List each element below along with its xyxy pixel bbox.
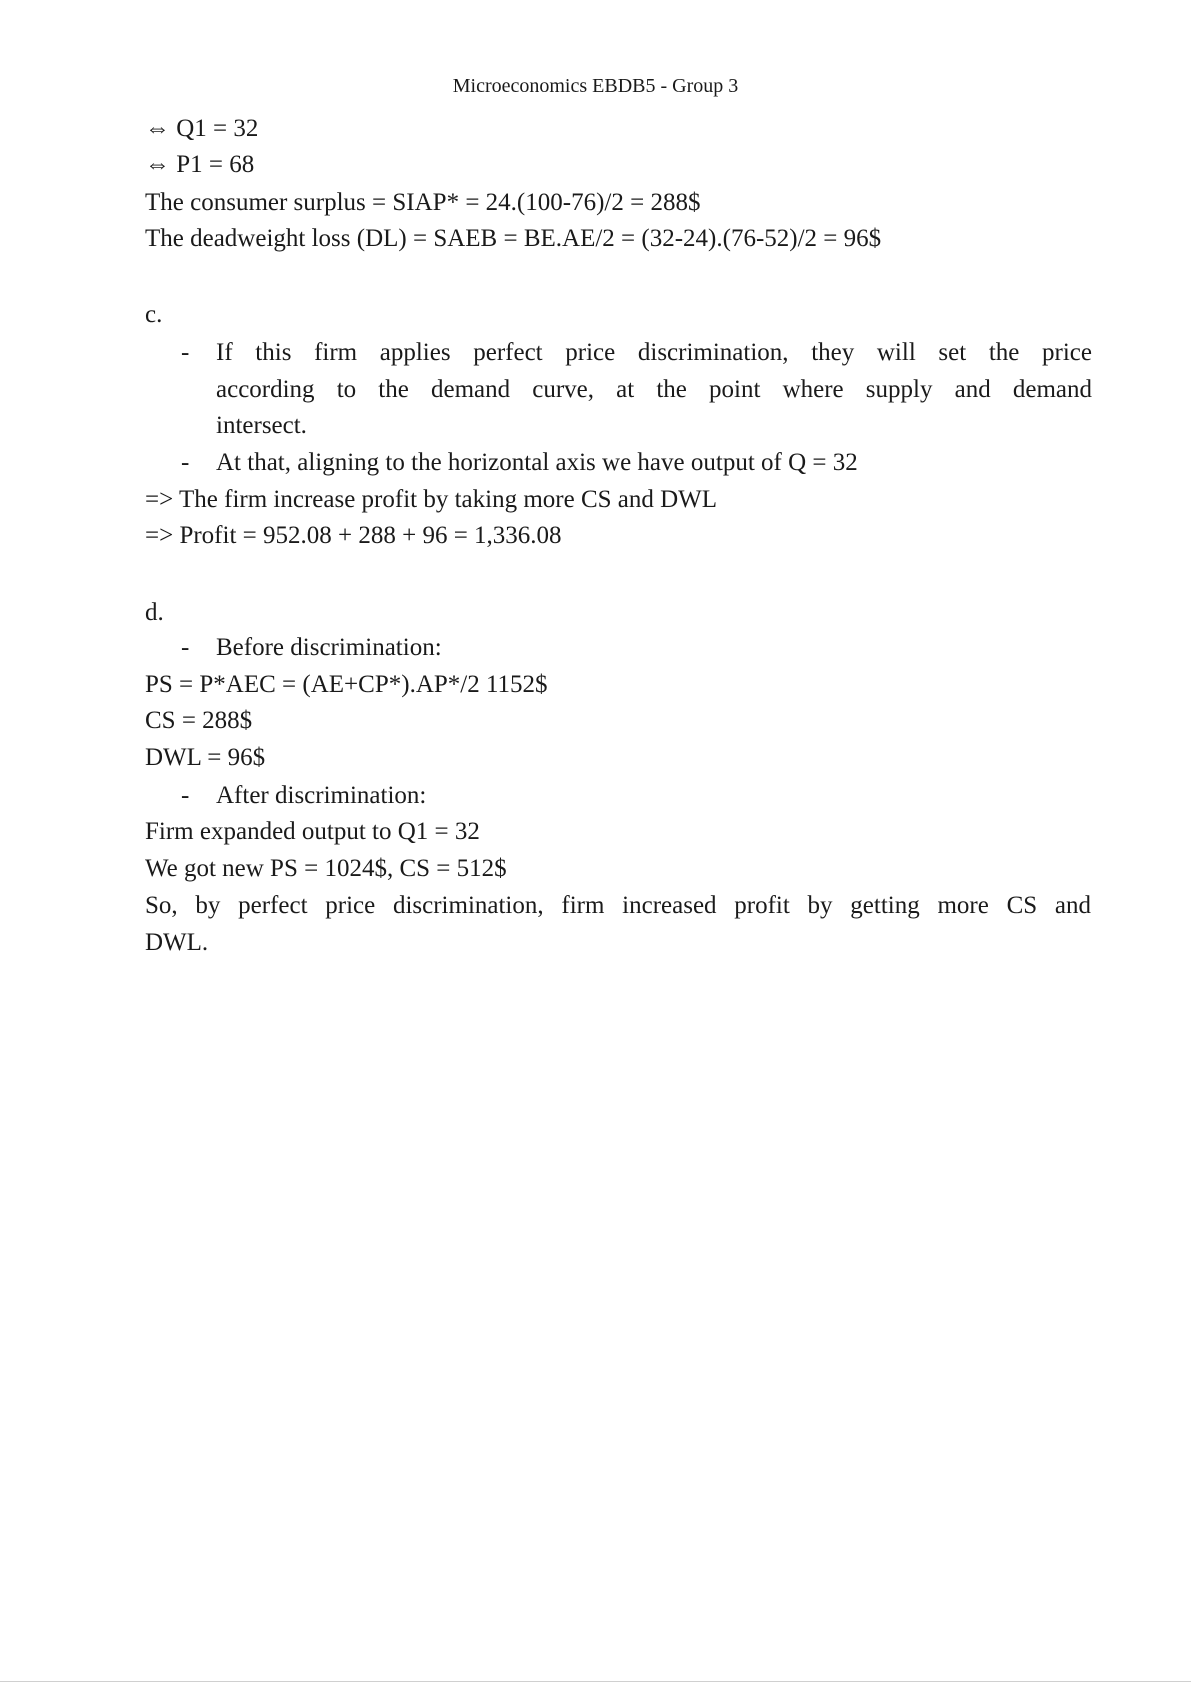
section-c-bullet1-line3: intersect. xyxy=(216,412,307,439)
deadweight-loss-line: The deadweight loss (DL) = SAEB = BE.AE/2 = (32-24).(76-52)/2 = 96$ xyxy=(145,225,882,252)
section-c-conclusion2: => Profit = 952.08 + 288 + 96 = 1,336.08 xyxy=(145,522,562,549)
producer-surplus-line: PS = P*AEC = (AE+CP*).AP*/2 1152$ xyxy=(145,671,548,698)
p1-equation: ⇔ P1 = 68 xyxy=(145,151,255,178)
section-c-label: c. xyxy=(145,301,163,328)
section-c-bullet1-line2: according to the demand curve, at the point where supply and demand xyxy=(216,376,1092,403)
bullet-dash: - xyxy=(181,634,190,661)
before-discrimination-label: Before discrimination: xyxy=(216,634,442,661)
section-c-conclusion1: => The firm increase profit by taking more CS and DWL xyxy=(145,486,718,513)
consumer-surplus-value: CS = 288$ xyxy=(145,707,253,734)
deadweight-loss-value: DWL = 96$ xyxy=(145,744,266,771)
summary-line1: So, by perfect price discrimination, firm increased profit by getting more CS and xyxy=(145,892,1091,919)
section-c-bullet2: At that, aligning to the horizontal axis we have output of Q = 32 xyxy=(216,449,858,476)
bullet-dash: - xyxy=(181,339,190,366)
bullet-dash: - xyxy=(181,449,190,476)
after-discrimination-label: After discrimination: xyxy=(216,782,427,809)
expanded-output-line: Firm expanded output to Q1 = 32 xyxy=(145,818,480,845)
consumer-surplus-line: The consumer surplus = SIAP* = 24.(100-76)/2 = 288$ xyxy=(145,189,701,216)
section-c-bullet1-line1: If this firm applies perfect price discrimination, they will set the price xyxy=(216,339,1092,366)
q1-equation: ⇔ Q1 = 32 xyxy=(145,115,259,142)
bullet-dash: - xyxy=(181,782,190,809)
new-surplus-line: We got new PS = 1024$, CS = 512$ xyxy=(145,855,507,882)
section-d-label: d. xyxy=(145,599,164,626)
page-bottom-rule xyxy=(0,1681,1191,1682)
page-header: Microeconomics EBDB5 - Group 3 xyxy=(452,75,739,97)
summary-line2: DWL. xyxy=(145,929,209,956)
